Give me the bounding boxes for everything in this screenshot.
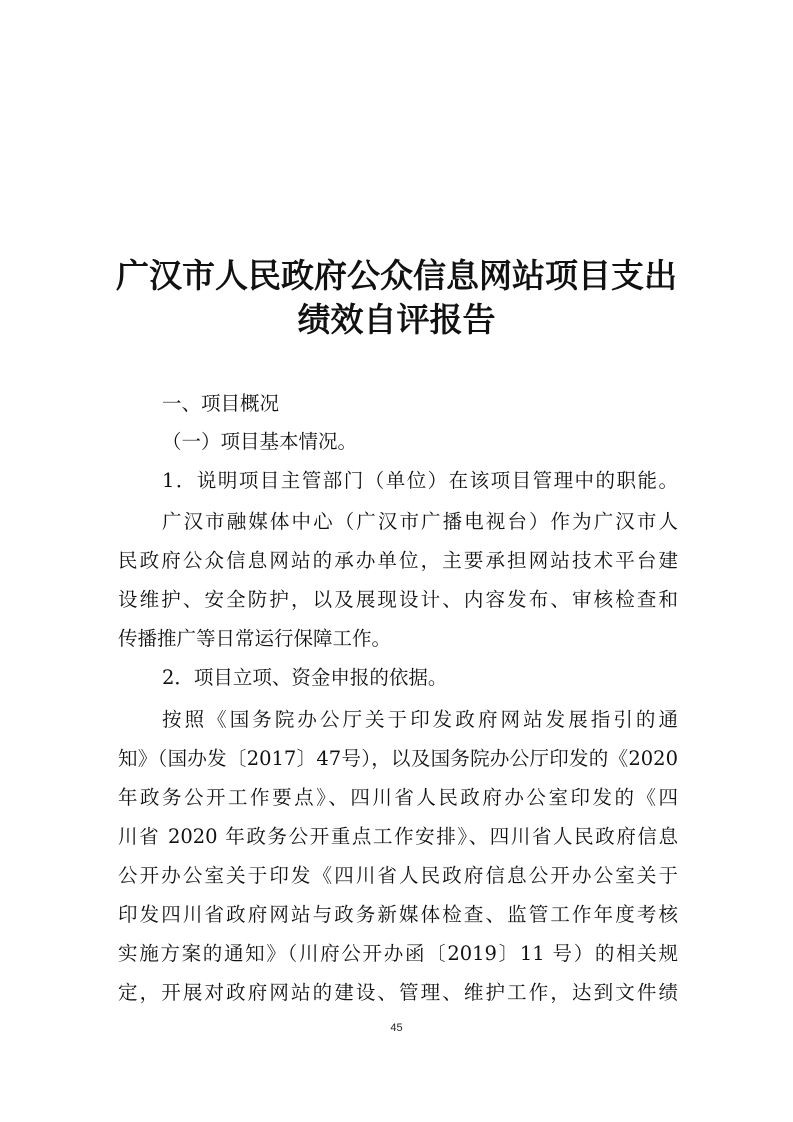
paragraph-line: 公开办公室关于印发《四川省人民政府信息公开办公室关于 xyxy=(118,864,678,887)
subsection-heading-basic-info: （一）项目基本情况。 xyxy=(162,430,358,453)
paragraph-line: 广汉市融媒体中心（广汉市广播电视台）作为广汉市人 xyxy=(162,510,678,533)
item-heading-1: 1．说明项目主管部门（单位）在该项目管理中的职能。 xyxy=(162,469,678,492)
paragraph-line: 按照《国务院办公厅关于印发政府网站发展指引的通 xyxy=(162,708,678,731)
paragraph-line: 实施方案的通知》（川府公开办函〔2019〕11 号）的相关规 xyxy=(118,942,678,965)
report-title-line-1: 广汉市人民政府公众信息网站项目支出 xyxy=(116,256,677,295)
paragraph-line: 设维护、安全防护，以及展现设计、内容发布、审核检查和 xyxy=(118,588,678,611)
paragraph-line: 印发四川省政府网站与政务新媒体检查、监管工作年度考核 xyxy=(118,903,678,926)
page-number: 45 xyxy=(390,1022,403,1034)
item-heading-2: 2．项目立项、资金申报的依据。 xyxy=(162,666,448,689)
paragraph-line: 川省 2020 年政务公开重点工作安排》、四川省人民政府信息 xyxy=(118,825,678,848)
paragraph-line: 定，开展对政府网站的建设、管理、维护工作，达到文件绩 xyxy=(118,981,678,1004)
paragraph-line: 民政府公众信息网站的承办单位，主要承担网站技术平台建 xyxy=(118,549,678,572)
paragraph-line: 传播推广等日常运行保障工作。 xyxy=(118,627,392,650)
paragraph-line: 知》（国办发〔2017〕47号），以及国务院办公厅印发的《2020 xyxy=(118,747,678,770)
section-heading-project-overview: 一、项目概况 xyxy=(162,392,280,415)
report-title-line-2: 绩效自评报告 xyxy=(297,300,496,339)
paragraph-line: 年政务公开工作要点》、四川省人民政府办公室印发的《四 xyxy=(118,786,678,809)
